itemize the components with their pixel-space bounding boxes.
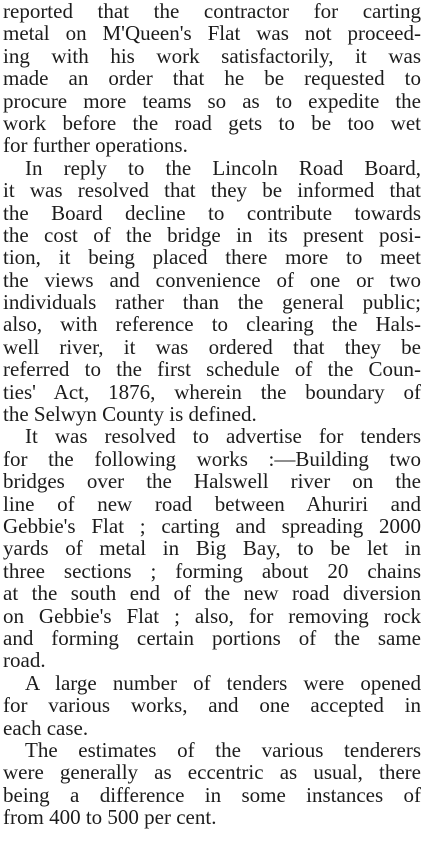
text-line: the cost of the bridge in its present posi- bbox=[3, 222, 421, 247]
text-line: and forming certain portions of the same bbox=[3, 625, 421, 650]
text-line: bridges over the Halswell river on the bbox=[3, 469, 421, 494]
text-line: The estimates of the various tenderers bbox=[25, 737, 421, 762]
text-line: ties' Act, 1876, wherein the boundary of bbox=[3, 379, 421, 404]
text-line: metal on M'Queen's Flat was not proceed- bbox=[3, 21, 421, 46]
text-line: it was resolved that they be informed that bbox=[3, 178, 421, 203]
text-line: being a difference in some instances of bbox=[3, 782, 421, 807]
text-line: for the following works :—Building two bbox=[3, 446, 421, 471]
article-column bbox=[3, 0, 421, 828]
text-line: each case. bbox=[3, 715, 89, 740]
text-line: three sections ; forming about 20 chains bbox=[3, 558, 421, 583]
text-line: work before the road gets to be too wet bbox=[3, 110, 421, 135]
text-line: referred to the first schedule of the Coun- bbox=[3, 357, 421, 382]
text-line: In reply to the Lincoln Road Board, bbox=[25, 155, 421, 180]
text-line: procure more teams so as to expedite the bbox=[3, 88, 421, 113]
text-line: for various works, and one accepted in bbox=[3, 693, 421, 718]
paragraph-contractor bbox=[3, 0, 421, 157]
text-line: well river, it was ordered that they be bbox=[3, 334, 421, 359]
text-line: also, with reference to clearing the Hals- bbox=[3, 312, 421, 337]
text-line: yards of metal in Big Bay, to be let in bbox=[3, 536, 421, 561]
text-line: A large number of tenders were opened bbox=[25, 670, 421, 695]
text-line: made an order that he be requested to bbox=[3, 66, 421, 91]
text-line: reported that the contractor for carting bbox=[3, 0, 421, 23]
text-line: It was resolved to advertise for tenders bbox=[25, 424, 421, 449]
text-line: the views and convenience of one or two bbox=[3, 267, 421, 292]
text-line: the Selwyn County is defined. bbox=[3, 402, 257, 427]
paragraph-estimates bbox=[3, 739, 421, 829]
text-line: were generally as eccentric as usual, there bbox=[3, 760, 421, 785]
text-line: tion, it being placed there more to meet bbox=[3, 245, 421, 270]
paragraph-tenders-advertised bbox=[3, 425, 421, 671]
text-line: on Gebbie's Flat ; also, for removing rock bbox=[3, 603, 421, 628]
text-line: from 400 to 500 per cent. bbox=[3, 805, 217, 830]
text-line: the Board decline to contribute towards bbox=[3, 200, 421, 225]
text-line: road. bbox=[3, 648, 46, 673]
text-line: ing with his work satisfactorily, it was bbox=[3, 43, 421, 68]
paragraph-lincoln-road-board bbox=[3, 157, 421, 426]
text-line: line of new road between Ahuriri and bbox=[3, 491, 421, 516]
text-line: individuals rather than the general public; bbox=[3, 290, 421, 315]
paragraph-tenders-opened bbox=[3, 672, 421, 739]
text-line: Gebbie's Flat ; carting and spreading 2000 bbox=[3, 513, 421, 538]
text-line: at the south end of the new road diversion bbox=[3, 581, 421, 606]
text-line: for further operations. bbox=[3, 133, 188, 158]
